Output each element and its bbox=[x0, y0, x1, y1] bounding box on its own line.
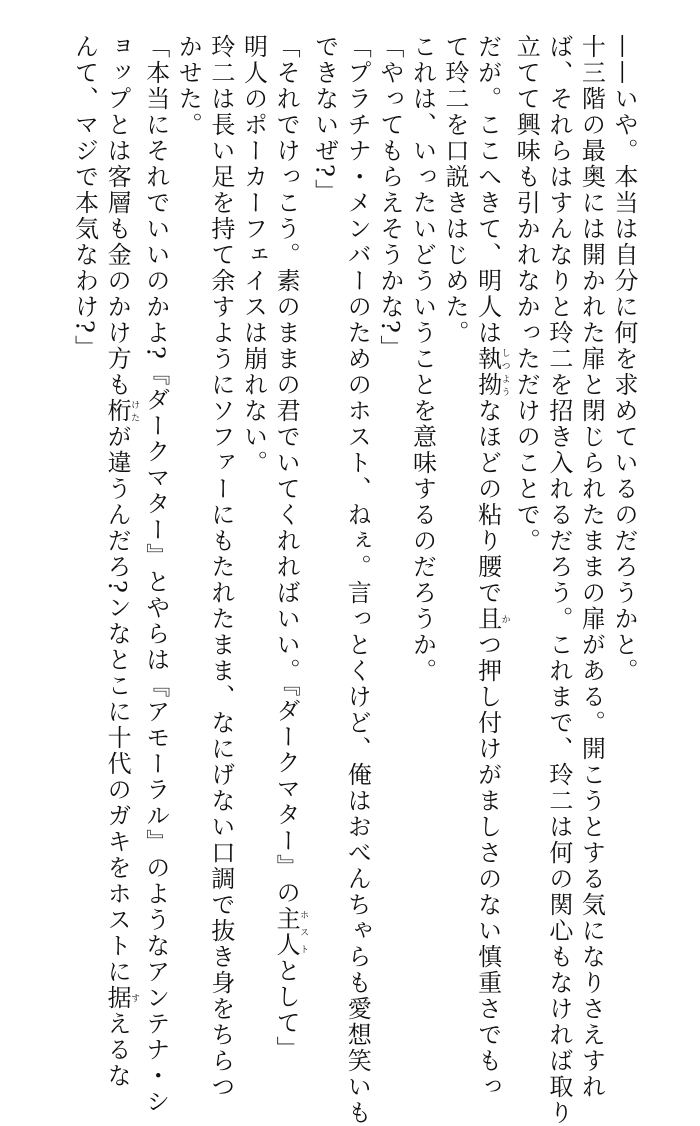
ruby-text-shitsuyou: しつよう bbox=[499, 346, 510, 398]
ruby-base-keta: 桁 bbox=[103, 398, 132, 424]
text-line-13: 玲二は長い足を持て余すようにソファーにもたれたまま、なにげない口調で抜き身をちらつ bbox=[206, 34, 235, 1100]
ruby-keta bbox=[103, 398, 140, 424]
ruby-text-host: ホスト bbox=[298, 906, 309, 958]
ruby-host bbox=[272, 906, 309, 958]
ruby-katsu bbox=[473, 606, 510, 632]
text-line-15: 「本当にそれでいいのかよ?『ダークマター』とやらは『アモーラル』のようなアンテナ・シ bbox=[141, 34, 170, 1115]
text-line-16-start: ョップとは客層も金のかけ方も bbox=[103, 34, 132, 398]
ruby-base-katsu: 且 bbox=[473, 606, 502, 632]
ruby-su bbox=[103, 984, 140, 1011]
text-line-17: んて、マジで本気なわけ?」 bbox=[70, 34, 99, 361]
text-line-14: かせた。 bbox=[174, 34, 203, 138]
ruby-shitsuyou bbox=[473, 346, 510, 398]
text-line-11 bbox=[269, 34, 309, 1062]
ruby-base-su: 据 bbox=[103, 984, 132, 1011]
text-line-5-start: だが。ここへきて、明人は bbox=[473, 34, 502, 346]
text-line-16-end: えるな bbox=[103, 1010, 132, 1089]
text-line-12: 明人のポーカーフェイスは崩れない。 bbox=[239, 34, 268, 476]
text-line-8: 「やってもらえそうかな?」 bbox=[375, 34, 404, 361]
text-line-2: 十三階の最奥には開かれた扉と閉じられたままの扉がある。開こうとする気になりさえすれ bbox=[577, 34, 606, 1100]
text-line-16 bbox=[101, 34, 140, 1089]
text-line-10: できないぜ?」 bbox=[310, 34, 339, 205]
ruby-text-keta: けた bbox=[129, 398, 140, 424]
text-line-5 bbox=[471, 34, 510, 1100]
text-line-7: これは、いったいどういうことを意味するのだろうか。 bbox=[408, 34, 437, 684]
text-line-11-start: 「それでけっこう。素のままの君でいてくれればいい。『ダークマター』の bbox=[272, 34, 301, 906]
text-line-16-middle: が違うんだろ?ンなとこに十代のガキをホストに bbox=[103, 424, 132, 985]
text-line-4: 立てて興味も引かれなかっただけのことで。 bbox=[512, 34, 541, 554]
text-line-9: 「プラチナ・メンバーのためのホスト、ねぇ。言っとくけど、俺はおべんちゃらも愛想笑いも bbox=[343, 34, 372, 1126]
text-line-5-middle: なほどの粘り腰で bbox=[473, 398, 502, 606]
ruby-text-su: す bbox=[129, 984, 140, 1011]
text-line-11-end: として」 bbox=[272, 958, 301, 1062]
vertical-text-body bbox=[50, 34, 640, 1126]
text-line-6: て玲二を口説きはじめた。 bbox=[441, 34, 470, 346]
ruby-text-katsu: か bbox=[499, 606, 510, 632]
text-line-3: ば、それらはすんなりと玲二を招き入れるだろう。これまで、玲二は何の関心もなければ取り bbox=[544, 34, 573, 1126]
ruby-base-shitsuyou: 執拗 bbox=[473, 346, 502, 398]
text-line-5-end: つ押し付けがましさのない慎重さでもっ bbox=[473, 632, 502, 1100]
text-line-1: ——いや。本当は自分に何を求めているのだろうかと。 bbox=[610, 34, 638, 684]
ruby-base-host: 主人 bbox=[272, 906, 301, 958]
